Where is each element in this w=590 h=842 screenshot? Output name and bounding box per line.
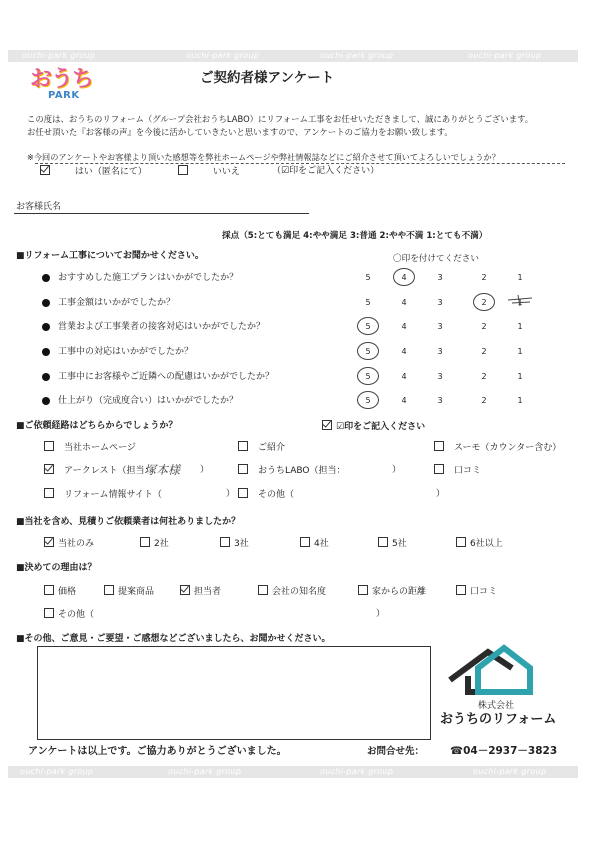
reason-reputation-checkbox[interactable] [258,585,268,595]
circle-hint: 〇印を付けてください [393,254,479,264]
score-option-1[interactable]: 1 [517,273,523,282]
comments-heading: ■その他、ご意見・ご要望・ご感想などございましたら、お聞かせください。 [16,634,331,644]
reason-staff-checkbox[interactable] [180,585,190,595]
scoring-legend: 採点（5:とても満足 4:やや満足 3:普通 2:やや不満 1:とても不満） [222,231,488,241]
score-option-5[interactable]: 5 [365,347,371,356]
competitor-option-3[interactable] [220,537,249,550]
reason-distance-checkbox[interactable] [358,585,368,595]
channel-option-info-site[interactable] [44,488,162,501]
channel-referral-label: ご紹介 [258,443,286,453]
page-title: ご契約者様アンケート [200,70,335,86]
pen-scribble [506,294,536,308]
score-option-1[interactable]: 1 [517,347,523,356]
score-option-1[interactable]: 1 [517,298,523,307]
channel-option-ouchilabo[interactable] [238,464,345,477]
watermark-text: ouchi-park group [186,51,260,60]
channel-other-close: ） [436,489,446,499]
score-option-1[interactable]: 1 [517,372,523,381]
competitor-5-label: 5社 [392,539,407,549]
question-bullet [42,274,50,282]
company-name: おうちのリフォーム [440,712,557,727]
score-option-5[interactable]: 5 [365,298,371,307]
competitor-only-us-label: 当社のみ [58,539,95,549]
competitor-option-2[interactable] [140,537,169,550]
reason-distance-label: 家からの距離 [372,587,427,597]
channel-homepage-label: 当社ホームページ [64,443,136,453]
reason-option-staff[interactable] [180,585,221,598]
house-icon [440,640,570,696]
score-option-5[interactable]: 5 [365,273,371,282]
contact-phone: ☎04－2937－3823 [450,745,558,757]
comments-textarea[interactable] [37,646,431,740]
reason-option-kuchikomi[interactable] [456,585,497,598]
reason-price-label: 価格 [58,587,77,597]
competitors-heading: ■当社を含め、見積りご依頼業者は何社ありましたか？ [16,517,241,527]
competitor-option-5[interactable] [378,537,407,550]
channel-info-site-checkbox[interactable] [44,488,54,498]
logo-sub-text: PARK [48,90,80,101]
question-bullet [42,299,50,307]
score-option-4[interactable]: 4 [401,372,407,381]
channel-arcrest-checkbox[interactable] [44,464,54,474]
intro-line-1: この度は、おうちのリフォーム（グループ会社おうちLABO）にリフォーム工事をお任せいただきまして、誠にありがとうございます。 [27,114,534,124]
consent-question: ※今回のアンケートやお客様より頂いた感想等を弊社ホームページや弊社情報誌などにご紹介させて頂いてよろしいでしょうか？ [27,152,500,162]
consent-no-option[interactable] [178,165,240,178]
reason-kuchikomi-checkbox[interactable] [456,585,466,595]
channel-info-site-label: リフォーム情報サイト（ [64,490,162,500]
consent-hint: （☑印をご記入ください） [272,166,380,176]
handwritten-staff-name: 塚本様 [144,463,181,477]
competitor-2-label: 2社 [154,539,169,549]
score-option-5[interactable]: 5 [365,322,371,331]
score-option-4[interactable]: 4 [401,347,407,356]
watermark-text: ouchi-park group [473,767,547,776]
score-option-2[interactable]: 2 [481,372,487,381]
score-option-4[interactable]: 4 [401,396,407,405]
survey-question-text: 仕上がり（完成度合い）はいかがでしたか？ [58,396,239,406]
channel-arcrest-close: ） [200,465,210,475]
channel-ouchilabo-close: ） [392,465,402,475]
competitor-4-label: 4社 [314,539,329,549]
question-bullet [42,323,50,331]
competitor-5-checkbox[interactable] [378,537,388,547]
reasons-heading: ■決めての理由は？ [16,563,97,573]
channel-other-checkbox[interactable] [238,488,248,498]
question-bullet [42,397,50,405]
survey-question-text: 営業および工事業者の接客対応はいかがでしたか？ [58,322,266,332]
survey-question-text: 工事中にお客様やご近隣への配慮はいかがでしたか？ [58,372,275,382]
competitor-3-checkbox[interactable] [220,537,230,547]
score-option-2[interactable]: 2 [481,273,487,282]
channel-kuchikomi-checkbox[interactable] [434,464,444,474]
watermark-text: ouchi-park group [468,51,542,60]
intro-line-2: お任せ頂いた『お客様の声』を今後に活かしていきたいと思いますので、アンケートのご協力をお願い致します。 [27,127,453,137]
watermark-text: ouchi-park group [20,767,94,776]
score-option-3[interactable]: 3 [437,322,443,331]
score-option-5[interactable]: 5 [365,372,371,381]
score-selection-circle [393,268,415,286]
reason-other-label: その他（ [58,610,95,620]
channel-option-kuchikomi[interactable] [434,464,481,477]
reason-option-product[interactable] [104,585,154,598]
consent-yes-label: はい（匿名にて） [74,167,147,177]
consent-no-label: いいえ [212,167,240,177]
competitor-6plus-label: 6社以上 [470,539,503,549]
consent-no-checkbox[interactable] [178,165,188,175]
survey-question-text: おすすめした施工プランはいかがでしたか？ [58,273,239,283]
watermark-text: ouchi-park group [320,51,394,60]
score-selection-circle [357,317,379,335]
reason-product-checkbox[interactable] [104,585,114,595]
channel-kuchikomi-label: 口コミ [454,466,482,476]
score-selection-circle [357,342,379,360]
channel-homepage-checkbox[interactable] [44,441,54,451]
competitor-option-only-us[interactable] [44,537,94,550]
channel-heading: ■ご依頼経路はどちらからでしょうか？ [16,421,178,431]
question-bullet [42,373,50,381]
channel-suumo-label: スーモ（カウンター含む） [454,443,562,453]
score-option-3[interactable]: 3 [437,372,443,381]
competitor-option-6plus[interactable] [456,537,503,550]
score-selection-circle [357,367,379,385]
question-bullet [42,348,50,356]
watermark-text: ouchi-park group [320,767,394,776]
channel-ouchilabo-label: おうちLABO（担当： [258,466,346,476]
channel-referral-checkbox[interactable] [238,441,248,451]
channel-hint [322,420,425,433]
survey-question-text: 工事中の対応はいかがでしたか？ [58,347,194,357]
survey-question-text: 工事金額はいかがでしたか？ [58,298,176,308]
score-option-3[interactable]: 3 [437,347,443,356]
channel-option-suumo[interactable] [434,441,561,454]
channel-other-label: その他（ [258,490,295,500]
score-option-2[interactable]: 2 [481,298,487,307]
score-option-4[interactable]: 4 [401,273,407,282]
score-option-1[interactable]: 1 [517,322,523,331]
channel-info-site-close: ） [226,489,236,499]
ouchi-park-logo [30,62,100,104]
reason-staff-label: 担当者 [194,587,222,597]
competitor-3-label: 3社 [234,539,249,549]
score-option-3[interactable]: 3 [437,273,443,282]
competitor-6plus-checkbox[interactable] [456,537,466,547]
channel-option-arcrest[interactable] [44,464,153,477]
watermark-band-bottom [8,766,578,778]
score-selection-circle [357,391,379,409]
reason-kuchikomi-label: 口コミ [470,587,498,597]
channel-suumo-checkbox[interactable] [434,441,444,451]
consent-yes-checkbox[interactable] [40,165,50,175]
contact-label: お問合せ先： [367,746,425,757]
watermark-text: ouchi-park group [22,51,96,60]
footer-thanks: アンケートは以上です。ご協力ありがとうございました。 [28,746,287,757]
customer-name-field[interactable] [14,213,309,214]
score-option-3[interactable]: 3 [437,396,443,405]
reason-product-label: 提案商品 [118,587,155,597]
competitor-2-checkbox[interactable] [140,537,150,547]
survey-heading-text: ■リフォーム工事についてお聞かせください。 [16,251,204,261]
watermark-text: ouchi-park group [168,767,242,776]
customer-name-label: お客様氏名 [16,202,62,212]
reason-price-checkbox[interactable] [44,585,54,595]
score-option-5[interactable]: 5 [365,396,371,405]
competitor-only-us-checkbox[interactable] [44,537,54,547]
score-option-4[interactable]: 4 [401,322,407,331]
reason-option-distance[interactable] [358,585,426,598]
channel-arcrest-label: アークレスト（担当： [64,466,154,476]
score-option-2[interactable]: 2 [481,322,487,331]
watermark-band-top [8,50,578,62]
channel-hint-text: ☑印をご記入ください [336,422,426,432]
reason-option-other[interactable] [44,608,94,621]
score-selection-circle [473,293,495,311]
score-option-2[interactable]: 2 [481,347,487,356]
reason-other-checkbox[interactable] [44,608,54,618]
channel-option-homepage[interactable] [44,441,136,454]
competitor-option-4[interactable] [300,537,329,550]
company-logo [440,640,570,732]
competitor-4-checkbox[interactable] [300,537,310,547]
score-option-3[interactable]: 3 [437,298,443,307]
reason-other-close: ） [376,609,386,619]
score-option-4[interactable]: 4 [401,298,407,307]
channel-option-referral[interactable] [238,441,285,454]
consent-yes-option[interactable] [40,165,147,178]
logo-main-text: おうち [30,67,94,92]
score-option-2[interactable]: 2 [481,396,487,405]
reason-reputation-label: 会社の知名度 [272,587,327,597]
reason-option-price[interactable] [44,585,76,598]
company-kind: 株式会社 [478,701,515,711]
reason-option-reputation[interactable] [258,585,326,598]
channel-option-other[interactable] [238,488,294,501]
score-option-1[interactable]: 1 [517,396,523,405]
consent-question-rule [35,163,565,164]
channel-ouchilabo-checkbox[interactable] [238,464,248,474]
survey-heading [16,250,204,262]
hint-check-icon [322,420,332,430]
